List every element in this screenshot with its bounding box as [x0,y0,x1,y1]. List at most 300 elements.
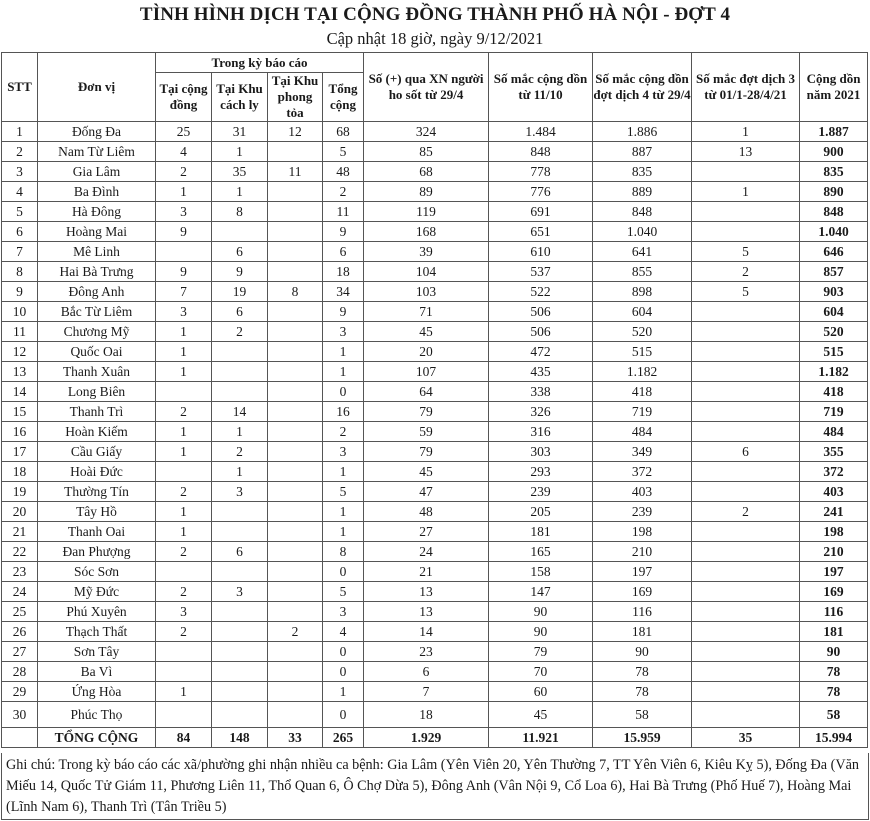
cell-unit-name: Thanh Oai [38,522,156,542]
cell-lockdown: 33 [268,728,323,748]
header-isolation-zone: Tại Khu cách ly [212,73,268,122]
cell-isolation [212,662,268,682]
cell-cumulative-1110: 610 [489,242,593,262]
header-unit: Đơn vị [38,53,156,122]
cell-community: 25 [156,122,212,142]
cell-community [156,562,212,582]
cell-cumulative-1110: 776 [489,182,593,202]
cell-unit-name: Mỹ Đức [38,582,156,602]
table-row [2,482,868,502]
cell-cumulative-1110: 165 [489,542,593,562]
cell-period-total: 16 [323,402,364,422]
cell-unit-name: Hoài Đức [38,462,156,482]
cell-unit-name: Sóc Sơn [38,562,156,582]
cell-cumulative-2021: 1.182 [800,362,868,382]
cell-community: 1 [156,522,212,542]
cell-unit-name: Thường Tín [38,482,156,502]
cell-period-total: 0 [323,662,364,682]
cell-period-total: 1 [323,682,364,702]
cell-cumulative-wave4: 898 [593,282,692,302]
cell-positive-tests: 6 [364,662,489,682]
cell-stt: 9 [2,282,38,302]
cell-stt: 18 [2,462,38,482]
cell-cumulative-2021: 515 [800,342,868,362]
table-row [2,302,868,322]
table-row [2,402,868,422]
cell-unit-name: Ba Vì [38,662,156,682]
cell-stt: 3 [2,162,38,182]
cell-cumulative-2021: 58 [800,702,868,728]
cell-lockdown [268,562,323,582]
cell-stt: 8 [2,262,38,282]
cell-period-total: 34 [323,282,364,302]
cell-wave3 [692,162,800,182]
header-reporting-period: Trong kỳ báo cáo [156,53,364,73]
cell-unit-name: Phúc Thọ [38,702,156,728]
cell-unit-name: TỔNG CỘNG [38,728,156,748]
cell-stt: 6 [2,222,38,242]
cell-cumulative-wave4: 116 [593,602,692,622]
table-row [2,182,868,202]
cell-lockdown [268,142,323,162]
cell-stt: 19 [2,482,38,502]
cell-cumulative-wave4: 641 [593,242,692,262]
cell-period-total: 5 [323,582,364,602]
cell-wave3 [692,322,800,342]
cell-positive-tests: 45 [364,462,489,482]
cell-cumulative-1110: 522 [489,282,593,302]
cell-unit-name: Đông Anh [38,282,156,302]
table-row [2,522,868,542]
cell-positive-tests: 68 [364,162,489,182]
cell-positive-tests: 47 [364,482,489,502]
cell-period-total: 3 [323,322,364,342]
cell-cumulative-1110: 205 [489,502,593,522]
cell-stt: 15 [2,402,38,422]
cell-positive-tests: 23 [364,642,489,662]
cell-wave3 [692,542,800,562]
cell-positive-tests: 21 [364,562,489,582]
cell-community [156,462,212,482]
cell-stt: 11 [2,322,38,342]
cell-positive-tests: 1.929 [364,728,489,748]
cell-cumulative-1110: 79 [489,642,593,662]
cell-lockdown [268,642,323,662]
cell-lockdown [268,602,323,622]
cell-unit-name: Mê Linh [38,242,156,262]
cell-cumulative-1110: 45 [489,702,593,728]
cell-lockdown [268,382,323,402]
cell-wave3: 2 [692,262,800,282]
cell-cumulative-wave4: 835 [593,162,692,182]
cell-lockdown [268,442,323,462]
table-row [2,242,868,262]
cell-positive-tests: 20 [364,342,489,362]
cell-cumulative-wave4: 210 [593,542,692,562]
cell-lockdown [268,582,323,602]
cell-period-total: 2 [323,182,364,202]
cell-unit-name: Hoàn Kiếm [38,422,156,442]
cell-isolation [212,702,268,728]
cell-wave3: 6 [692,442,800,462]
cell-lockdown [268,182,323,202]
cell-cumulative-2021: 372 [800,462,868,482]
cell-positive-tests: 45 [364,322,489,342]
cell-lockdown [268,222,323,242]
cell-isolation: 1 [212,182,268,202]
cell-positive-tests: 71 [364,302,489,322]
cell-wave3: 13 [692,142,800,162]
cell-cumulative-2021: 181 [800,622,868,642]
cell-community: 9 [156,262,212,282]
table-row [2,362,868,382]
cell-cumulative-1110: 691 [489,202,593,222]
cell-cumulative-wave4: 887 [593,142,692,162]
cell-cumulative-1110: 181 [489,522,593,542]
covid-cases-table [1,52,868,748]
cell-community: 3 [156,202,212,222]
cell-unit-name: Gia Lâm [38,162,156,182]
cell-period-total: 11 [323,202,364,222]
cell-isolation: 148 [212,728,268,748]
cell-positive-tests: 89 [364,182,489,202]
cell-cumulative-2021: 116 [800,602,868,622]
cell-unit-name: Sơn Tây [38,642,156,662]
table-row [2,462,868,482]
header-stt: STT [2,53,38,122]
cell-stt: 5 [2,202,38,222]
cell-unit-name: Đan Phượng [38,542,156,562]
cell-cumulative-wave4: 520 [593,322,692,342]
table-row [2,582,868,602]
cell-community [156,382,212,402]
cell-isolation [212,622,268,642]
cell-lockdown [268,482,323,502]
cell-cumulative-wave4: 848 [593,202,692,222]
cell-stt: 22 [2,542,38,562]
cell-cumulative-2021: 241 [800,502,868,522]
cell-cumulative-1110: 147 [489,582,593,602]
cell-cumulative-wave4: 372 [593,462,692,482]
table-row [2,222,868,242]
total-row [2,728,868,748]
cell-stt: 16 [2,422,38,442]
update-time: Cập nhật 18 giờ, ngày 9/12/2021 [326,29,544,48]
cell-wave3: 1 [692,182,800,202]
cell-cumulative-2021: 604 [800,302,868,322]
cell-unit-name: Phú Xuyên [38,602,156,622]
header-wave3: Số mắc đợt dịch 3 từ 01/1-28/4/21 [692,53,800,122]
cell-cumulative-wave4: 1.886 [593,122,692,142]
cell-positive-tests: 85 [364,142,489,162]
cell-lockdown: 8 [268,282,323,302]
cell-cumulative-wave4: 418 [593,382,692,402]
cell-cumulative-1110: 506 [489,322,593,342]
table-row [2,662,868,682]
cell-wave3 [692,362,800,382]
cell-cumulative-2021: 646 [800,242,868,262]
cell-wave3 [692,202,800,222]
cell-unit-name: Tây Hồ [38,502,156,522]
table-row [2,702,868,728]
cell-cumulative-2021: 835 [800,162,868,182]
cell-lockdown [268,522,323,542]
cell-cumulative-1110: 848 [489,142,593,162]
cell-cumulative-1110: 472 [489,342,593,362]
cell-stt: 14 [2,382,38,402]
table-row [2,422,868,442]
cell-cumulative-1110: 316 [489,422,593,442]
cell-lockdown [268,362,323,382]
cell-community: 2 [156,162,212,182]
cell-unit-name: Hà Đông [38,202,156,222]
cell-unit-name: Thạch Thất [38,622,156,642]
cell-period-total: 9 [323,222,364,242]
cell-positive-tests: 13 [364,602,489,622]
header-community: Tại cộng đồng [156,73,212,122]
cell-wave3 [692,462,800,482]
cell-positive-tests: 107 [364,362,489,382]
cell-lockdown: 11 [268,162,323,182]
cell-positive-tests: 79 [364,402,489,422]
cell-cumulative-1110: 506 [489,302,593,322]
cell-community: 2 [156,582,212,602]
cell-cumulative-1110: 11.921 [489,728,593,748]
cell-cumulative-1110: 90 [489,602,593,622]
cell-positive-tests: 27 [364,522,489,542]
cell-cumulative-wave4: 15.959 [593,728,692,748]
cell-community: 1 [156,682,212,702]
cell-cumulative-2021: 210 [800,542,868,562]
cell-community: 7 [156,282,212,302]
cell-positive-tests: 79 [364,442,489,462]
cell-stt: 24 [2,582,38,602]
cell-community: 1 [156,322,212,342]
cell-positive-tests: 18 [364,702,489,728]
cell-wave3: 35 [692,728,800,748]
cell-positive-tests: 324 [364,122,489,142]
cell-cumulative-2021: 90 [800,642,868,662]
cell-wave3 [692,602,800,622]
cell-lockdown: 2 [268,622,323,642]
cell-isolation: 6 [212,242,268,262]
cell-period-total: 2 [323,422,364,442]
cell-cumulative-2021: 15.994 [800,728,868,748]
cell-isolation: 1 [212,422,268,442]
cell-period-total: 9 [323,302,364,322]
cell-wave3 [692,302,800,322]
cell-stt: 7 [2,242,38,262]
table-row [2,622,868,642]
cell-cumulative-wave4: 604 [593,302,692,322]
cell-isolation: 3 [212,482,268,502]
cell-community: 2 [156,482,212,502]
cell-isolation: 6 [212,302,268,322]
cell-stt: 26 [2,622,38,642]
cell-cumulative-wave4: 239 [593,502,692,522]
cell-period-total: 1 [323,362,364,382]
cell-cumulative-wave4: 169 [593,582,692,602]
cell-stt: 4 [2,182,38,202]
cell-cumulative-2021: 719 [800,402,868,422]
cell-wave3 [692,582,800,602]
cell-lockdown [268,662,323,682]
cell-positive-tests: 104 [364,262,489,282]
cell-lockdown [268,202,323,222]
cell-positive-tests: 7 [364,682,489,702]
cell-lockdown [268,262,323,282]
cell-cumulative-wave4: 197 [593,562,692,582]
table-row [2,162,868,182]
cell-community [156,702,212,728]
cell-stt: 1 [2,122,38,142]
cell-wave3: 5 [692,282,800,302]
cell-cumulative-2021: 900 [800,142,868,162]
table-body [2,122,868,748]
cell-unit-name: Long Biên [38,382,156,402]
cell-lockdown [268,302,323,322]
table-header [2,53,868,122]
cell-unit-name: Nam Từ Liêm [38,142,156,162]
cell-cumulative-2021: 197 [800,562,868,582]
cell-isolation [212,602,268,622]
cell-wave3 [692,702,800,728]
cell-isolation [212,522,268,542]
table-row [2,602,868,622]
cell-lockdown [268,542,323,562]
cell-stt [2,728,38,748]
cell-cumulative-1110: 239 [489,482,593,502]
cell-unit-name: Đống Đa [38,122,156,142]
cell-community: 2 [156,402,212,422]
cell-unit-name: Cầu Giấy [38,442,156,462]
cell-lockdown [268,682,323,702]
header-period-total: Tổng cộng [323,73,364,122]
cell-isolation: 3 [212,582,268,602]
cell-cumulative-2021: 355 [800,442,868,462]
cell-community: 2 [156,622,212,642]
cell-cumulative-1110: 537 [489,262,593,282]
cell-community: 9 [156,222,212,242]
cell-cumulative-2021: 903 [800,282,868,302]
cell-cumulative-1110: 90 [489,622,593,642]
cell-period-total: 3 [323,602,364,622]
cell-isolation [212,222,268,242]
table-row [2,322,868,342]
cell-unit-name: Chương Mỹ [38,322,156,342]
table-row [2,282,868,302]
cell-wave3 [692,402,800,422]
cell-isolation: 31 [212,122,268,142]
cell-community [156,642,212,662]
cell-period-total: 48 [323,162,364,182]
cell-wave3 [692,382,800,402]
document-title: TÌNH HÌNH DỊCH TẠI CỘNG ĐỒNG THÀNH PHỐ HÀ NỘI - ĐỢT 4 [139,4,731,25]
cell-isolation: 9 [212,262,268,282]
cell-lockdown [268,502,323,522]
cell-stt: 10 [2,302,38,322]
cell-period-total: 68 [323,122,364,142]
cell-cumulative-wave4: 198 [593,522,692,542]
cell-cumulative-2021: 1.040 [800,222,868,242]
header-cumulative-wave4: Số mắc cộng dồn đợt dịch 4 từ 29/4 [593,53,692,122]
cell-lockdown [268,242,323,262]
cell-isolation: 2 [212,322,268,342]
cell-cumulative-wave4: 403 [593,482,692,502]
cell-positive-tests: 64 [364,382,489,402]
cell-wave3 [692,642,800,662]
cell-period-total: 1 [323,462,364,482]
cell-period-total: 5 [323,142,364,162]
cell-lockdown: 12 [268,122,323,142]
cell-community: 3 [156,602,212,622]
cell-positive-tests: 39 [364,242,489,262]
cell-unit-name: Ba Đình [38,182,156,202]
cell-wave3 [692,482,800,502]
cell-cumulative-1110: 60 [489,682,593,702]
cell-period-total: 5 [323,482,364,502]
cell-cumulative-wave4: 58 [593,702,692,728]
cell-cumulative-2021: 403 [800,482,868,502]
cell-cumulative-2021: 418 [800,382,868,402]
cell-isolation [212,362,268,382]
header-positive-tests: Số (+) qua XN người ho sốt từ 29/4 [364,53,489,122]
cell-cumulative-1110: 158 [489,562,593,582]
cell-community: 3 [156,302,212,322]
cell-wave3 [692,562,800,582]
cell-isolation: 6 [212,542,268,562]
cell-period-total: 1 [323,342,364,362]
cell-community: 84 [156,728,212,748]
cell-community: 4 [156,142,212,162]
table-row [2,542,868,562]
cell-lockdown [268,462,323,482]
table-row [2,642,868,662]
table-row [2,122,868,142]
cell-stt: 28 [2,662,38,682]
cell-isolation: 2 [212,442,268,462]
cell-stt: 27 [2,642,38,662]
cell-stt: 13 [2,362,38,382]
cell-positive-tests: 48 [364,502,489,522]
cell-period-total: 0 [323,702,364,728]
cell-isolation [212,502,268,522]
cell-wave3: 1 [692,122,800,142]
cell-unit-name: Bắc Từ Liêm [38,302,156,322]
footnote: Ghi chú: Trong kỳ báo cáo các xã/phường ghi nhận nhiều ca bệnh: Gia Lâm (Yên Viên 20, Yên Thường 7, TT Yên Viên 6, Kiêu Kỵ 5), Đống Đa (Văn Miếu 14, Quốc Tử Giám 11, Phương Liên 11, Thổ Quan 6, Ô Chợ Dừa 5), Đông Anh (Vân Nội 9, Cổ Loa 6), Hai Bà Trưng (Phố Huế 7), Hoàng Mai (Lĩnh Nam 6), Thanh Trì (Tân Triều 5) [1,753,869,820]
cell-cumulative-wave4: 889 [593,182,692,202]
cell-isolation: 1 [212,462,268,482]
cell-wave3 [692,222,800,242]
cell-period-total: 3 [323,442,364,462]
cell-wave3 [692,522,800,542]
cell-positive-tests: 168 [364,222,489,242]
cell-cumulative-wave4: 1.040 [593,222,692,242]
cell-cumulative-1110: 1.484 [489,122,593,142]
cell-positive-tests: 119 [364,202,489,222]
cell-isolation: 1 [212,142,268,162]
cell-cumulative-wave4: 90 [593,642,692,662]
cell-wave3 [692,422,800,442]
cell-wave3 [692,682,800,702]
cell-cumulative-1110: 435 [489,362,593,382]
cell-community: 1 [156,442,212,462]
table-row [2,342,868,362]
cell-cumulative-1110: 293 [489,462,593,482]
cell-lockdown [268,422,323,442]
cell-positive-tests: 59 [364,422,489,442]
cell-community: 1 [156,182,212,202]
